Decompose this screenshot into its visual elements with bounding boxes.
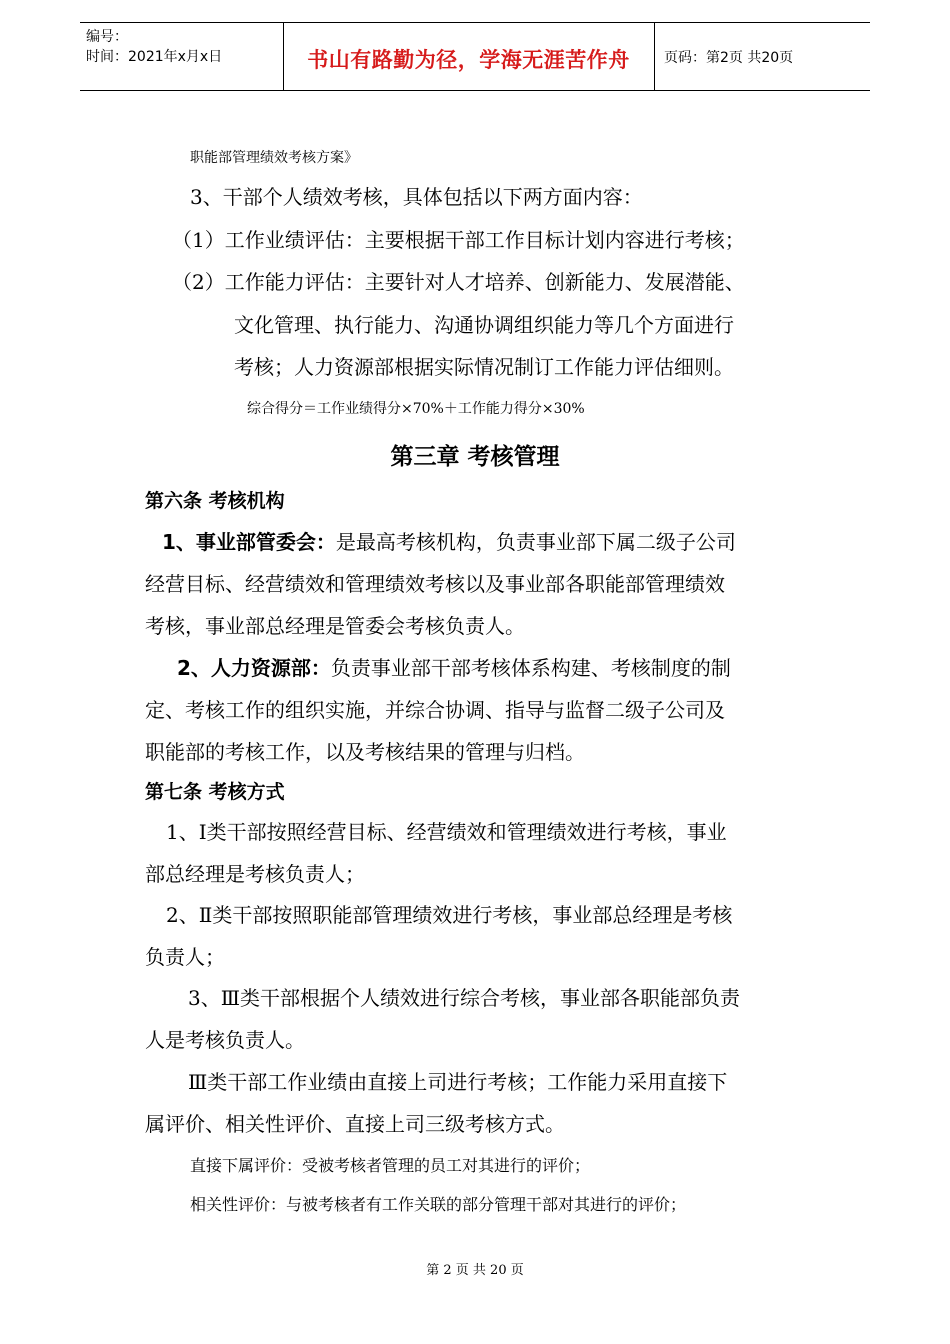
method-1-line-1: 1、Ⅰ类干部按照经营目标、经营绩效和管理绩效进行考核，事业 [166,820,727,844]
body-line-6: 考核；人力资源部根据实际情况制订工作能力评估细则。 [234,355,734,379]
related-evaluation-note: 相关性评价：与被考核者有工作关联的部分管理干部对其进行的评价； [190,1195,687,1214]
body-line-3: （1）工作业绩评估：主要根据干部工作目标计划内容进行考核； [172,228,745,252]
header-page-info: 页码：第2页 共20页 [664,50,794,66]
page-footer: 第 2 页 共 20 页 [426,1263,524,1278]
header-motto: 书山有路勤为径，学海无涯苦作舟 [307,48,630,72]
chapter-title: 第三章 考核管理 [390,444,560,470]
header-divider-right [654,22,655,90]
method-2-line-2: 负责人； [145,945,225,969]
article-6-title: 第六条 考核机构 [145,490,285,512]
paragraph-2-label: 2、人力资源部： [177,656,331,680]
formula-line: 综合得分＝工作业绩得分×70%＋工作能力得分×30% [247,401,585,417]
method-4-line-2: 属评价、相关性评价、直接上司三级考核方式。 [145,1112,565,1136]
header-bottom-rule [80,90,870,91]
method-3-line-2: 人是考核负责人。 [145,1028,305,1052]
method-1-line-2: 部总经理是考核负责人； [145,862,365,886]
method-3-line-1: 3、Ⅲ类干部根据个人绩效进行综合考核，事业部各职能部负责 [188,986,741,1010]
paragraph-1-label: 1、事业部管委会： [162,530,336,554]
method-4-line-1: Ⅲ类干部工作业绩由直接上司进行考核；工作能力采用直接下 [188,1070,728,1094]
body-line-2: 3、干部个人绩效考核，具体包括以下两方面内容： [190,185,643,209]
body-line-4: （2）工作能力评估：主要针对人才培养、创新能力、发展潜能、 [172,270,745,294]
body-line-1: 职能部管理绩效考核方案》 [190,150,358,166]
header-time-label: 时间：2021年x月x日 [86,49,223,65]
header-top-rule [80,22,870,23]
paragraph-1-text-a: 是最高考核机构，负责事业部下属二级子公司 [335,530,736,554]
paragraph-1-line-3: 考核，事业部总经理是管委会考核负责人。 [145,614,525,638]
subordinate-evaluation-note: 直接下属评价：受被考核者管理的员工对其进行的评价； [190,1156,591,1175]
method-2-line-1: 2、Ⅱ类干部按照职能部管理绩效进行考核，事业部总经理是考核 [166,903,733,927]
body-line-5: 文化管理、执行能力、沟通协调组织能力等几个方面进行 [234,313,734,337]
paragraph-2-line-2: 定、考核工作的组织实施，并综合协调、指导与监督二级子公司及 [145,698,725,722]
paragraph-2-line-1 [177,652,731,681]
header-number-label: 编号： [86,29,128,45]
paragraph-1-line-1 [162,526,736,555]
paragraph-2-text-a: 负责事业部干部考核体系构建、考核制度的制 [330,656,731,680]
article-7-title: 第七条 考核方式 [145,781,285,803]
paragraph-2-line-3: 职能部的考核工作，以及考核结果的管理与归档。 [145,740,585,764]
paragraph-1-line-2: 经营目标、经营绩效和管理绩效考核以及事业部各职能部管理绩效 [145,572,725,596]
